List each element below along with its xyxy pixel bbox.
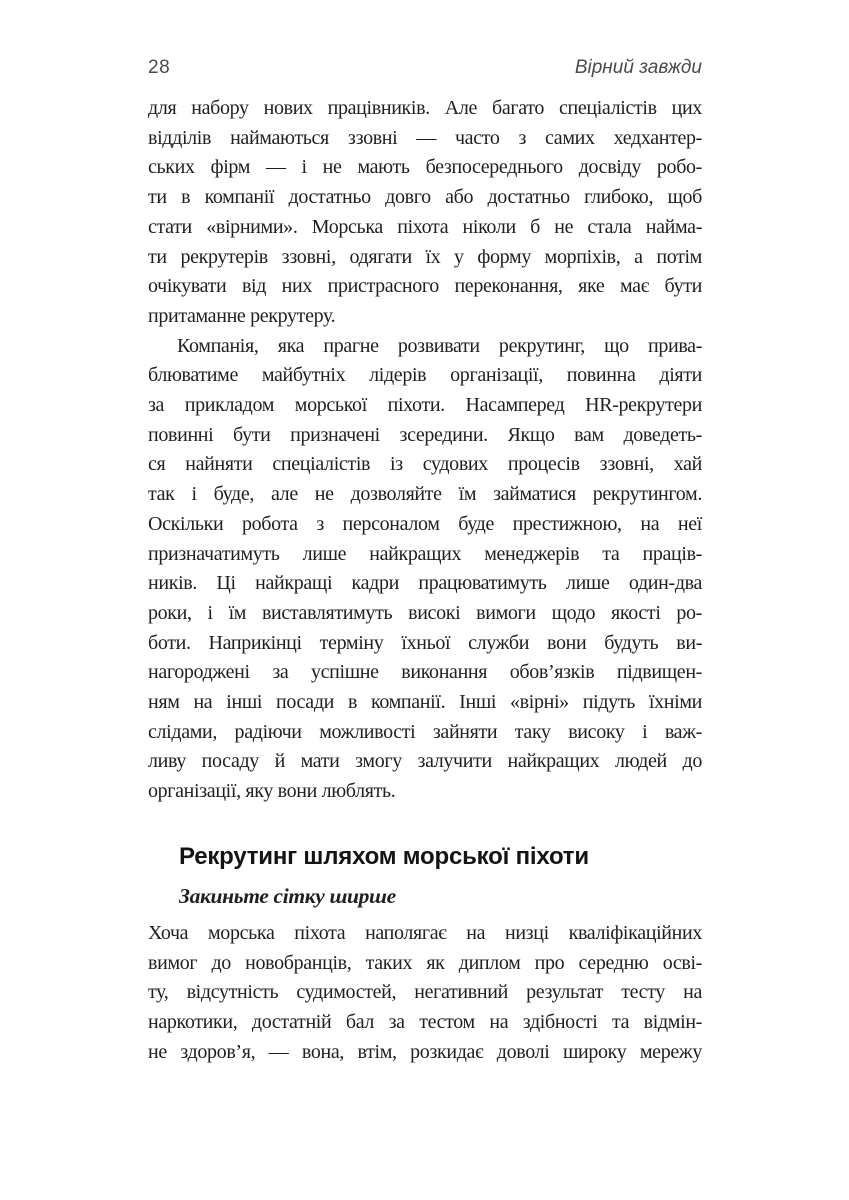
text-line: призначатимуть лише найкращих менеджерів та праців- bbox=[148, 542, 702, 565]
text-line: ти рекрутерів ззовні, одягати їх у форму морпіхів, а потім bbox=[148, 245, 702, 268]
paragraph bbox=[148, 919, 702, 1068]
text-line: ських фірм — і не мають безпосереднього досвіду робо- bbox=[148, 156, 702, 179]
text-line: так і буде, але не дозволяйте їм займатися рекрутингом. bbox=[148, 483, 702, 506]
text-line: роки, і їм виставлятимуть високі вимоги щодо якості ро- bbox=[148, 601, 702, 624]
text-line: слідами, радіючи можливості зайняти таку високу і важ- bbox=[148, 720, 702, 743]
text-line: наркотики, достатній бал за тестом на здібності та відмін- bbox=[148, 1010, 702, 1033]
text-line: повинні бути призначені зсередини. Якщо вам доведеть- bbox=[148, 423, 702, 446]
text-line: Хоча морська піхота наполягає на низці кваліфікаційних bbox=[148, 921, 702, 944]
text-line: Компанія, яка прагне розвивати рекрутинг, що прива- bbox=[177, 334, 702, 357]
text-line: ту, відсутність судимостей, негативний результат тесту на bbox=[148, 981, 702, 1004]
paragraph bbox=[148, 332, 702, 807]
text-line: вимог до новобранців, таких як диплом про середню осві- bbox=[148, 951, 702, 974]
paragraph bbox=[148, 94, 702, 332]
text-line: ників. Ці найкращі кадри працюватимуть лише один-два bbox=[148, 572, 702, 595]
page-header bbox=[148, 57, 702, 79]
text-line: відділів наймаються ззовні — часто з самих хедхантер- bbox=[148, 126, 702, 149]
text-line: за прикладом морської піхоти. Насамперед HR-рекрутери bbox=[148, 394, 702, 417]
text-line: стати «вірними». Морська піхота ніколи б не стала найма- bbox=[148, 215, 702, 238]
running-title: Вірний завжди bbox=[574, 57, 702, 78]
text-line: очікувати від них пристрасного переконання, яке має бути bbox=[148, 275, 702, 298]
text-line: Оскільки робота з персоналом буде престижною, на неї bbox=[148, 512, 702, 535]
text-line: ливу посаду й мати змогу залучити найкращих людей до bbox=[148, 750, 702, 773]
text-line: для набору нових працівників. Але багато спеціалістів цих bbox=[148, 97, 702, 119]
text-line: ням на інші посади в компанії. Інші «вірні» підуть їхніми bbox=[148, 691, 702, 714]
section-heading: Рекрутинг шляхом морської піхоти bbox=[179, 842, 589, 870]
text-line: організації, яку вони люблять. bbox=[148, 780, 396, 803]
text-line: притаманне рекрутеру. bbox=[148, 304, 336, 327]
text-line: ти в компанії достатньо довго або достатньо глибоко, щоб bbox=[148, 186, 702, 209]
text-line: нагороджені за успішне виконання обов’язків підвищен- bbox=[148, 661, 702, 684]
text-line: блюватиме майбутніх лідерів організації, повинна діяти bbox=[148, 364, 702, 387]
page-body bbox=[148, 94, 702, 1067]
page-number: 28 bbox=[148, 57, 171, 78]
subsection-heading: Закиньте сітку ширше bbox=[179, 883, 396, 908]
text-line: не здоров’я, — вона, втім, розкидає доволі широку мережу bbox=[148, 1040, 702, 1063]
text-line: боти. Наприкінці терміну їхньої служби вони будуть ви- bbox=[148, 631, 702, 654]
text-line: ся найняти спеціалістів із судових процесів ззовні, хай bbox=[148, 453, 702, 476]
